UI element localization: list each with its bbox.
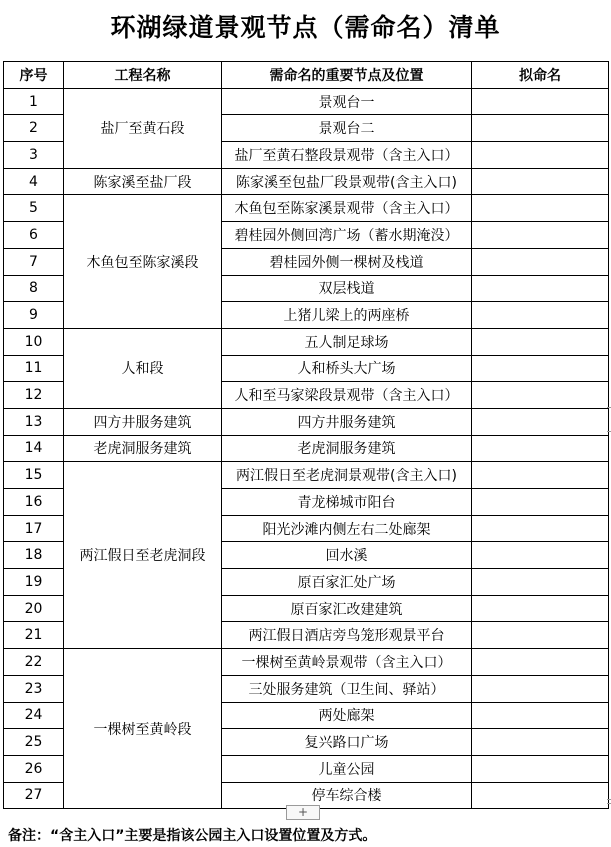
margin-marker: [607, 407, 611, 408]
serial-number-cell: 21: [4, 622, 64, 649]
header-proposed-name: 拟命名: [472, 62, 609, 89]
proposed-name-cell[interactable]: [472, 328, 609, 355]
proposed-name-cell[interactable]: [472, 115, 609, 142]
serial-number-cell: 27: [4, 782, 64, 809]
node-location-cell: 两江假日酒店旁鸟笼形观景平台: [222, 622, 472, 649]
proposed-name-cell[interactable]: [472, 622, 609, 649]
project-name-cell: 木鱼包至陈家溪段: [64, 195, 222, 328]
proposed-name-cell[interactable]: [472, 542, 609, 569]
node-location-cell: 一棵树至黄岭景观带（含主入口）: [222, 649, 472, 676]
node-location-cell: 停车综合楼: [222, 782, 472, 809]
node-location-cell: 回水溪: [222, 542, 472, 569]
proposed-name-cell[interactable]: [472, 408, 609, 435]
table-row: [4, 195, 609, 222]
serial-number-cell: 17: [4, 515, 64, 542]
node-location-cell: 两处廊架: [222, 702, 472, 729]
table-row: [4, 435, 609, 462]
node-location-cell: 阳光沙滩内侧左右二处廊架: [222, 515, 472, 542]
node-location-cell: 三处服务建筑（卫生间、驿站）: [222, 675, 472, 702]
proposed-name-cell[interactable]: [472, 248, 609, 275]
node-location-cell: 青龙梯城市阳台: [222, 489, 472, 516]
node-location-cell: 复兴路口广场: [222, 729, 472, 756]
table-row: [4, 408, 609, 435]
serial-number-cell: 3: [4, 142, 64, 169]
project-name-cell: 一棵树至黄岭段: [64, 649, 222, 809]
serial-number-cell: 14: [4, 435, 64, 462]
serial-number-cell: 6: [4, 222, 64, 249]
serial-number-cell: 16: [4, 489, 64, 516]
table-row: [4, 649, 609, 676]
proposed-name-cell[interactable]: [472, 88, 609, 115]
margin-marker: [607, 431, 611, 432]
serial-number-cell: 2: [4, 115, 64, 142]
serial-number-cell: 7: [4, 248, 64, 275]
proposed-name-cell[interactable]: [472, 382, 609, 409]
proposed-name-cell[interactable]: [472, 222, 609, 249]
proposed-name-cell[interactable]: [472, 755, 609, 782]
project-name-cell: 两江假日至老虎洞段: [64, 462, 222, 649]
node-location-cell: 木鱼包至陈家溪景观带（含主入口）: [222, 195, 472, 222]
node-location-cell: 碧桂园外侧一棵树及栈道: [222, 248, 472, 275]
document-title: 环湖绿道景观节点（需命名）清单: [110, 13, 501, 42]
proposed-name-cell[interactable]: [472, 702, 609, 729]
node-location-cell: 碧桂园外侧回湾广场（蓄水期淹没）: [222, 222, 472, 249]
proposed-name-cell[interactable]: [472, 168, 609, 195]
project-name-cell: 陈家溪至盐厂段: [64, 168, 222, 195]
node-location-cell: 盐厂至黄石整段景观带（含主入口）: [222, 142, 472, 169]
serial-number-cell: 1: [4, 88, 64, 115]
header-serial-number: 序号: [4, 62, 64, 89]
serial-number-cell: 25: [4, 729, 64, 756]
serial-number-cell: 12: [4, 382, 64, 409]
serial-number-cell: 10: [4, 328, 64, 355]
node-location-cell: 景观台一: [222, 88, 472, 115]
project-name-cell: 人和段: [64, 328, 222, 408]
node-location-cell: 老虎洞服务建筑: [222, 435, 472, 462]
proposed-name-cell[interactable]: [472, 595, 609, 622]
serial-number-cell: 5: [4, 195, 64, 222]
proposed-name-cell[interactable]: [472, 302, 609, 329]
serial-number-cell: 13: [4, 408, 64, 435]
node-location-cell: 人和桥头大广场: [222, 355, 472, 382]
proposed-name-cell[interactable]: [472, 462, 609, 489]
node-location-cell: 原百家汇处广场: [222, 569, 472, 596]
table-row: [4, 88, 609, 115]
project-name-cell: 四方井服务建筑: [64, 408, 222, 435]
serial-number-cell: 18: [4, 542, 64, 569]
proposed-name-cell[interactable]: [472, 649, 609, 676]
node-location-cell: 原百家汇改建建筑: [222, 595, 472, 622]
node-location-cell: 五人制足球场: [222, 328, 472, 355]
node-location-cell: 四方井服务建筑: [222, 408, 472, 435]
serial-number-cell: 11: [4, 355, 64, 382]
proposed-name-cell[interactable]: [472, 675, 609, 702]
serial-number-cell: 15: [4, 462, 64, 489]
node-location-cell: 两江假日至老虎洞景观带(含主入口): [222, 462, 472, 489]
proposed-name-cell[interactable]: [472, 435, 609, 462]
serial-number-cell: 20: [4, 595, 64, 622]
margin-marker: [607, 799, 611, 800]
serial-number-cell: 22: [4, 649, 64, 676]
proposed-name-cell[interactable]: [472, 355, 609, 382]
serial-number-cell: 24: [4, 702, 64, 729]
table-row: [4, 168, 609, 195]
margin-marker: [607, 803, 611, 804]
proposed-name-cell[interactable]: [472, 729, 609, 756]
proposed-name-cell[interactable]: [472, 489, 609, 516]
node-location-cell: 陈家溪至包盐厂段景观带(含主入口): [222, 168, 472, 195]
proposed-name-cell[interactable]: [472, 275, 609, 302]
node-list-table: [3, 61, 609, 809]
proposed-name-cell[interactable]: [472, 569, 609, 596]
node-location-cell: 景观台二: [222, 115, 472, 142]
table-row: [4, 462, 609, 489]
insert-row-button[interactable]: +: [286, 805, 320, 820]
project-name-cell: 老虎洞服务建筑: [64, 435, 222, 462]
table-body: [4, 88, 609, 809]
node-location-cell: 人和至马家梁段景观带（含主入口）: [222, 382, 472, 409]
header-project-name: 工程名称: [64, 62, 222, 89]
header-node-location: 需命名的重要节点及位置: [222, 62, 472, 89]
serial-number-cell: 9: [4, 302, 64, 329]
serial-number-cell: 4: [4, 168, 64, 195]
table-header-row: [4, 62, 609, 89]
serial-number-cell: 8: [4, 275, 64, 302]
serial-number-cell: 26: [4, 755, 64, 782]
proposed-name-cell[interactable]: [472, 142, 609, 169]
node-location-cell: 双层栈道: [222, 275, 472, 302]
node-location-cell: 上猪儿梁上的两座桥: [222, 302, 472, 329]
footnote: 备注：“含主入口”主要是指该公园主入口设置位置及方式。: [8, 828, 377, 844]
proposed-name-cell[interactable]: [472, 195, 609, 222]
proposed-name-cell[interactable]: [472, 782, 609, 809]
serial-number-cell: 23: [4, 675, 64, 702]
table-row: [4, 328, 609, 355]
serial-number-cell: 19: [4, 569, 64, 596]
proposed-name-cell[interactable]: [472, 515, 609, 542]
project-name-cell: 盐厂至黄石段: [64, 88, 222, 168]
node-location-cell: 儿童公园: [222, 755, 472, 782]
